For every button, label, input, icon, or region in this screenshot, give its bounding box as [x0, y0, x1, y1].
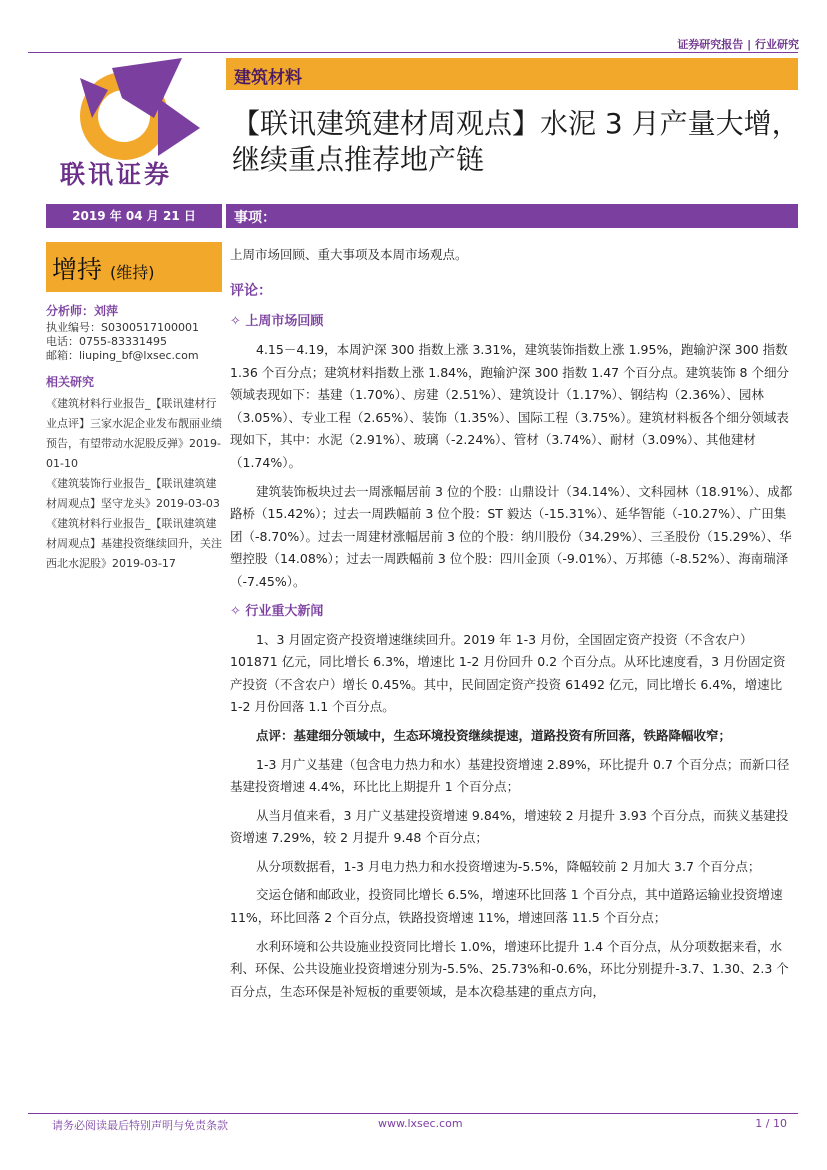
category-label: 建筑材料	[234, 68, 302, 88]
intro-text: 上周市场回顾、重大事项及本周市场观点。	[230, 247, 468, 262]
related-research-title: 相关研究	[46, 375, 95, 389]
paragraph-comment: 点评：基建细分领域中，生态环境投资继续提速，道路投资有所回落，铁路降幅收窄；	[256, 727, 732, 743]
analyst-phone: 电话：0755-83331495	[46, 335, 167, 348]
header-divider	[28, 52, 798, 53]
paragraph: 建筑装饰板块过去一周涨幅居前 3 位的个股：山鼎设计（34.14%）、文科园林（18.91%）、成都路桥（15.42%）；过去一周跌幅前 3 位个股：ST 毅达（-15.31%）、延华智能（-10.27%）、广田集团（-8.70%）。过去一周建材涨幅居前 3 位的个股：纳川股份（34.29%）、三圣股份（15.29%）、华塑控股（14.08%）；过去一周跌幅前 3 位个股：四川金顶（-9.01%）、万邦德（-8.52%）、海南瑞泽（-7.45%）。	[230, 483, 793, 589]
footer-disclaimer: 请务必阅读最后特别声明与免责条款	[52, 1119, 228, 1132]
sidebar	[46, 302, 226, 574]
analyst-license: 执业编号：S0300517100001	[46, 321, 199, 334]
footer-website-link[interactable]: www.lxsec.com	[378, 1117, 463, 1130]
report-type-label: 证券研究报告 | 行业研究	[677, 38, 799, 51]
comment-heading: 评论：	[230, 283, 272, 299]
main-content	[230, 246, 796, 1009]
event-label: 事项：	[234, 210, 276, 226]
footer-divider	[28, 1113, 798, 1114]
paragraph: 1-3 月广义基建（包含电力热力和水）基建投资增速 2.89%，环比提升 0.7 个百分点；而新口径基建投资增速 4.4%，环比比上期提升 1 个百分点；	[230, 756, 790, 795]
paragraph: 交运仓储和邮政业，投资同比增长 6.5%，增速环比回落 1 个百分点，其中道路运输业投资增速 11%，环比回落 2 个百分点，铁路投资增速 11%，增速回落 11.5 个百分点；	[230, 887, 783, 926]
analyst-name: 分析师：刘萍	[46, 304, 119, 318]
report-title: 【联讯建筑建材周观点】水泥 3 月产量大增，继续重点推荐地产链	[232, 107, 800, 176]
analyst-email[interactable]: 邮箱：liuping_bf@lxsec.com	[46, 349, 199, 362]
date-bar	[46, 204, 222, 228]
paragraph: 1、3 月固定资产投资增速继续回升。2019 年 1-3 月份，全国固定资产投资（不含农户）101871 亿元，同比增长 6.3%，增速比 1-2 月份回升 0.2 个百分点。从环比速度看，3 月份固定资产投资（不含农户）增长 0.45%。其中，民间固定资产投资 61492 亿元，同比增长 6.4%，增速比 1-2 月份回落 1.1 个百分点。	[230, 631, 786, 715]
related-item[interactable]: 《建筑材料行业报告_【联讯建筑建材周观点】基建投资继续回升，关注西北水泥股》2019-03-17	[46, 517, 222, 570]
event-bar	[226, 204, 798, 228]
page-number: 1 / 10	[755, 1117, 787, 1130]
rating-main: 增持	[52, 255, 103, 284]
paragraph: 从分项数据看，1-3 月电力热力和水投资增速为-5.5%，降幅较前 2 月加大 3.7 个百分点；	[256, 858, 761, 874]
related-item[interactable]: 《建筑装饰行业报告_【联讯建筑建材周观点】坚守龙头》2019-03-03	[46, 477, 220, 510]
logo-text: 联讯证券	[60, 160, 173, 189]
category-bar	[226, 58, 798, 90]
section-heading-market-review: ✧ 上周市场回顾	[230, 314, 324, 329]
paragraph: 4.15－4.19，本周沪深 300 指数上涨 3.31%，建筑装饰指数上涨 1.95%，跑输沪深 300 指数 1.36 个百分点；建筑材料指数上涨 1.84%，跑输沪深 300 指数 1.47 个百分点。建筑装饰 8 个细分领域表现如下：基建（1.70%）、房建（2.51%）、建筑设计（1.17%）、钢结构（2.36%）、园林（3.05%）、专业工程（2.65%）、装饰（1.35%）、国际工程（3.75%）。建筑材料板各个细分领域表现如下，其中：水泥（2.91%）、玻璃（-2.24%）、管材（3.74%）、耐材（3.09%）、其他建材（1.74%）。	[230, 342, 789, 470]
paragraph: 从当月值来看，3 月广义基建投资增速 9.84%，增速较 2 月提升 3.93 个百分点，而狭义基建投资增速 7.29%，较 2 月提升 9.48 个百分点；	[230, 807, 789, 846]
rating-box	[46, 242, 222, 292]
section-heading-industry-news: ✧ 行业重大新闻	[230, 603, 324, 619]
rating-sub: (维持)	[110, 263, 155, 282]
paragraph: 水利环境和公共设施业投资同比增长 1.0%，增速环比提升 1.4 个百分点，从分项数据来看，水利、环保、公共设施业投资增速分别为-5.5%、25.73%和-0.6%，环比分别提升-3.7、1.30、2.3 个百分点，生态环保是补短板的重要领域，是本次稳基建的重点方向，	[230, 938, 789, 999]
related-item[interactable]: 《建筑材料行业报告_【联讯建材行业点评】三家水泥企业发布靓丽业绩预告，有望带动水泥股反弹》2019-01-10	[46, 397, 222, 470]
report-date: 2019 年 04 月 21 日	[72, 209, 196, 223]
